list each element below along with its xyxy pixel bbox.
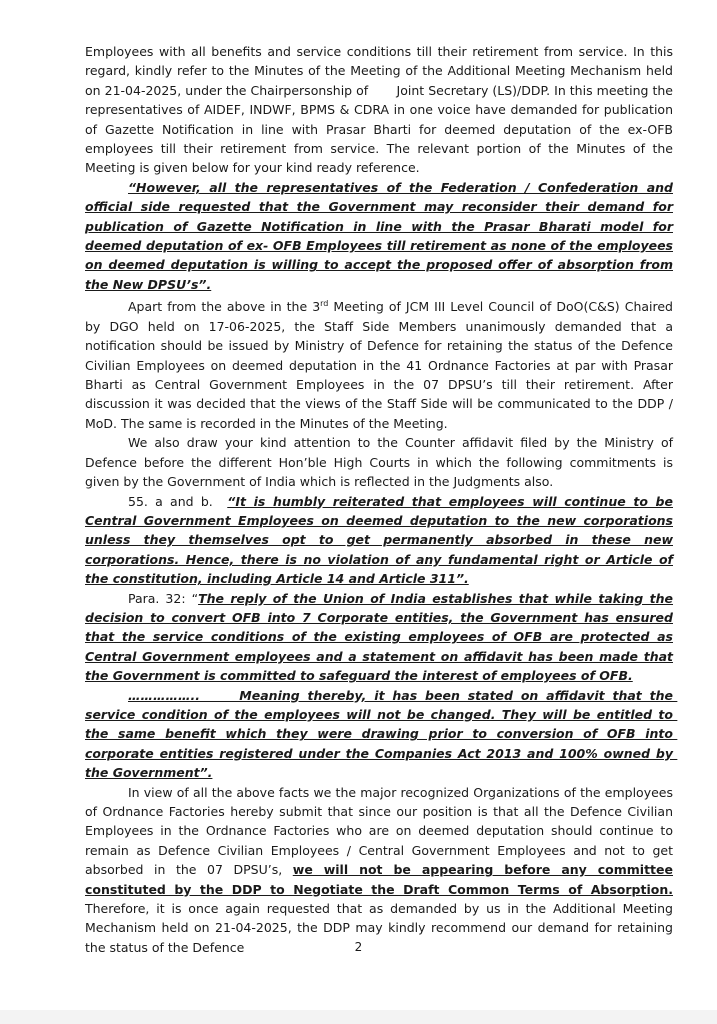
paragraph-para32-label: Para. 32: “ <box>128 590 199 606</box>
paragraph-jcm-meeting <box>85 294 673 433</box>
paragraph-submission-bold: we will not be appearing before any committee constituted by the DDP to Negotiate the Draft Common Terms of Absorption. <box>85 862 673 897</box>
paragraph-jcm-text-b: Meeting of JCM III Level Council of DoO(C&S) Chaired by DGO held on 17-06-2025, the Staff Side Members unanimously demanded that a notification should be issued by Ministry of Defence for retaining the status of the Defence Civilian Employees on deemed deputation in the 41 Ordnance Factories at par with Prasar Bharti as Central Government Employees in the 07 DPSU’s till their retirement. After discussion it was decided that the views of the Staff Side will be communicated to the DDP / MoD. The same is recorded in the Minutes of the Meeting. <box>85 299 673 431</box>
paragraph-submission-text-b: Therefore, it is once again requested that as demanded by us in the Additional Meeting Mechanism held on 21-04-2025, the DDP may kindly recommend our demand for retaining the status of the Defence <box>85 901 673 955</box>
paragraph-intro <box>85 42 673 178</box>
paragraph-jcm-text-a: Apart from the above in the 3 <box>128 299 321 315</box>
paragraph-intro-text-b: Joint Secretary (LS)/DDP. In this meeting the representatives of AIDEF, INDWF, BPMS & CDRA in one voice have demanded for publication of Gazette Notification in line with Prasar Bharti for deemed deputation of the ex-OFB employees till their retirement from service. The relevant portion of the Minutes of the Meeting is given below for your kind ready reference. <box>85 82 673 176</box>
paragraph-intro-gap <box>372 83 396 98</box>
paragraph-55ab-label: 55. a and b. <box>128 493 228 509</box>
ordinal-superscript: rd <box>320 299 329 309</box>
paragraph-submission <box>85 783 673 958</box>
minutes-quote: “However, all the representatives of the Federation / Confederation and official side requested that the Government may reconsider their demand for publication of Gazette Notification in line with the Prasar Bharati model for deemed deputation of ex- OFB Employees till retirement as none of the employees on deemed deputation is willing to accept the proposed offer of absorption from the New DPSU’s”. <box>85 179 673 292</box>
paragraph-para32-quote: The reply of the Union of India establishes that while taking the decision to convert OFB into 7 Corporate entities, the Government has ensured that the service conditions of the existing employees of OFB are protected as Central Government employees and a statement on affidavit has been made that the Government is committed to safeguard the interest of employees of OFB. <box>85 590 673 684</box>
paragraph-meaning-thereby: …………….. Meaning thereby, it has been stated on affidavit that the service condition of the employees will not be changed. They will be entitled to the same benefit which they were drawing prior to conversion of OFB into corporate entities registered under the Companies Act 2013 and 100% owned by the Government”. <box>85 687 678 781</box>
paragraph-55ab <box>85 492 673 589</box>
paragraph-counter-affidavit: We also draw your kind attention to the Counter affidavit filed by the Ministry of Defence before the different Hon’ble High Courts in which the following commitments is given by the Government of India which is reflected in the Judgments also. <box>85 435 673 490</box>
paragraph-55ab-quote: “It is humbly reiterated that employees will continue to be Central Government Employees on deemed deputation to the new corporations unless they themselves opt to get permanently absorbed in these new corporations. Hence, there is no violation of any fundamental right or Article of the constitution, including Article 14 and Article 311”. <box>85 493 673 587</box>
page-number: 2 <box>354 940 363 954</box>
paragraph-submission-text-a: In view of all the above facts we the major recognized Organizations of the employees of Ordnance Factories hereby submit that since our position is that all the Defence Civilian Employees in the Ordnance Factories who are on deemed deputation should continue to remain as Defence Civilian Employees / Central Government Employees and not to get absorbed in the 07 DPSU’s, <box>85 784 673 878</box>
paragraph-para32 <box>85 589 673 686</box>
paragraph-intro-text-a: Employees with all benefits and service conditions till their retirement from service. In this regard, kindly refer to the Minutes of the Meeting of the Additional Meeting Mechanism held on 21-04-2025, under the Chairpersonship of <box>85 44 673 98</box>
